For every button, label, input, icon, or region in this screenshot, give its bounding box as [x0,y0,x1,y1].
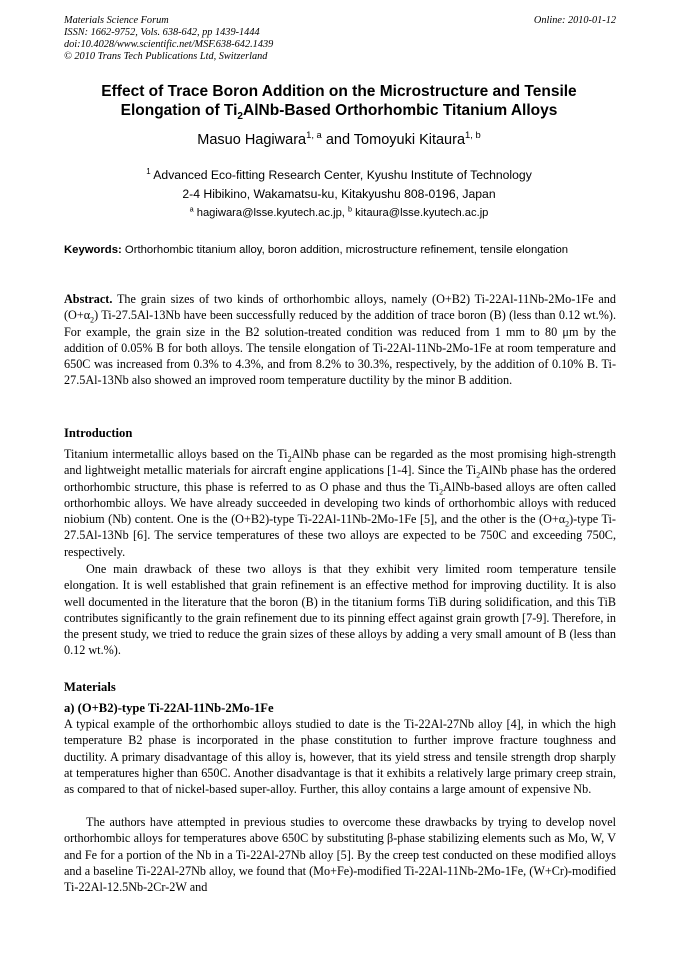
paper-title [40,82,638,123]
affiliation-block [40,166,638,223]
author-2: Tomoyuki Kitaura [353,132,466,148]
doi-line: doi:10.4028/www.scientific.net/MSF.638-642.1439 [64,39,274,50]
journal-header [64,15,616,63]
abstract-label: Abstract. [64,292,113,306]
author-list: Masuo Hagiwara$^{1, a}$ and Tomoyuki Kitaura$^{1, b}$ [197,129,481,148]
materials-paragraph-1: A typical example of the orthorhombic alloys studied to date is the Ti-22Al-27Nb alloy [4], in which the high temperature B2 phase is incorporated in the phase constitution to further improve fracture toughness and ductility. A primary disadvantage of this alloy is, however, that its yield stress and tensile strength drop sharply at temperatures higher than 650C. Another disadvantage is that it exhibits a relatively large primary creep strain, as compared to that of nickel-based super-alloy. Further, this alloy contains a large amount of expensive Nb. [64,717,616,797]
introduction-paragraph-2: One main drawback of these two alloys is that they exhibit very limited room temperature tensile elongation. It is well established that grain refinement is an effective method for improving ductility. It is also well documented in the literature that the boron (B) in the titanium forms TiB during solidification, and this TiB contributes significantly to the grain refinement due to its pinning effect against grain growth [7-9]. Therefore, in the present study, we tried to reduce the grain sizes of these alloys by adding a very small amount of B (less than 0.12 wt.%). [64,562,616,658]
copyright-line: © 2010 Trans Tech Publications Ltd, Switzerland [64,51,268,62]
introduction-paragraph-1: Titanium intermetallic alloys based on the $Ti_2AlNb$ phase can be regarded as the most promising high-strength and lightweight metallic materials for aircraft engine applications [1-4]. Since the $Ti_2AlNb$ phase has the ordered orthorhombic structure, this phase is referred to as O phase and thus the $Ti_2AlNb$-based alloys are often called orthorhombic alloys. We have already succeeded in developing two kinds of orthorhombic alloys with reduced niobium (Nb) content. One is the (O+B2)-type Ti-22Al-11Nb-2Mo-1Fe [5], and the other is the $(O+\alpha_2)$-type Ti-27.5Al-13Nb [6]. The service temperatures of these two alloys are expected to be 750C and exceeding 750C, respectively. [64,447,617,559]
keywords-text: Orthorhombic titanium alloy, boron addition, microstructure refinement, tensile elongation [121,244,569,256]
materials-subheading: a) (O+B2)-type Ti-22Al-11Nb-2Mo-1Fe [64,701,274,715]
abstract: Abstract. The grain sizes of two kinds of orthorhombic alloys, namely (O+B2) Ti-22Al-11Nb-2Mo-1Fe and $(O+\alpha_2)$ Ti-27.5Al-13Nb have been successfully reduced by the addition of trace boron (B) (less than 0.12 wt.%). For example, the grain size in the B2 solution-treated condition was reduced from 1 mm to 80 μm by the addition of 0.05% B for both alloys. The tensile elongation of Ti-22Al-11Nb-2Mo-1Fe at room temperature and 650C was increased from 0.3% to 4.3%, and from 8.2% to 30.3%, respectively, by the addition of 0.10% B. Ti-27.5Al-13Nb also showed an improved room temperature ductility by the minor B addition. [64,292,616,388]
journal-name: Materials Science Forum [64,15,169,26]
affiliation-line-2: 2-4 Hibikino, Wakamatsu-ku, Kitakyushu 808-0196, Japan [182,187,496,201]
online-date: Online: 2010-01-12 [533,15,616,26]
introduction-heading: Introduction [64,426,133,440]
materials-paragraph-2: The authors have attempted in previous studies to overcome these drawbacks by trying to develop novel orthorhombic alloys for temperatures above 650C by substituting β-phase stabilizing elements such as Mo, W, V and Fe for a portion of the Nb in a Ti-22Al-27Nb alloy [5]. By the creep test conducted on these modified alloys and a baseline Ti-22Al-27Nb alloy, we found that (Mo+Fe)-modified Ti-22Al-11Nb-2Mo-1Fe, (W+Cr)-modified Ti-22Al-12.5Nb-2Cr-2W and [64,815,616,895]
keywords-label: Keywords: [64,244,122,256]
author-1: Masuo Hagiwara [197,132,307,148]
issn-line: ISSN: 1662-9752, Vols. 638-642, pp 1439-1444 [64,27,260,38]
materials-heading: Materials [64,680,116,694]
title-line-2: Elongation of $Ti_2AlNb$-Based Orthorhombic Titanium Alloys [120,102,558,123]
affiliation-line-1: $^1$ Advanced Eco-fitting Research Center, Kyushu Institute of Technology [146,166,532,182]
email-line: $^a$ hagiwara@lsse.kyutech.ac.jp, $^b$ kitaura@lsse.kyutech.ac.jp [189,204,489,219]
title-line-1: Effect of Trace Boron Addition on the Microstructure and Tensile [101,83,577,100]
keywords [64,243,616,258]
